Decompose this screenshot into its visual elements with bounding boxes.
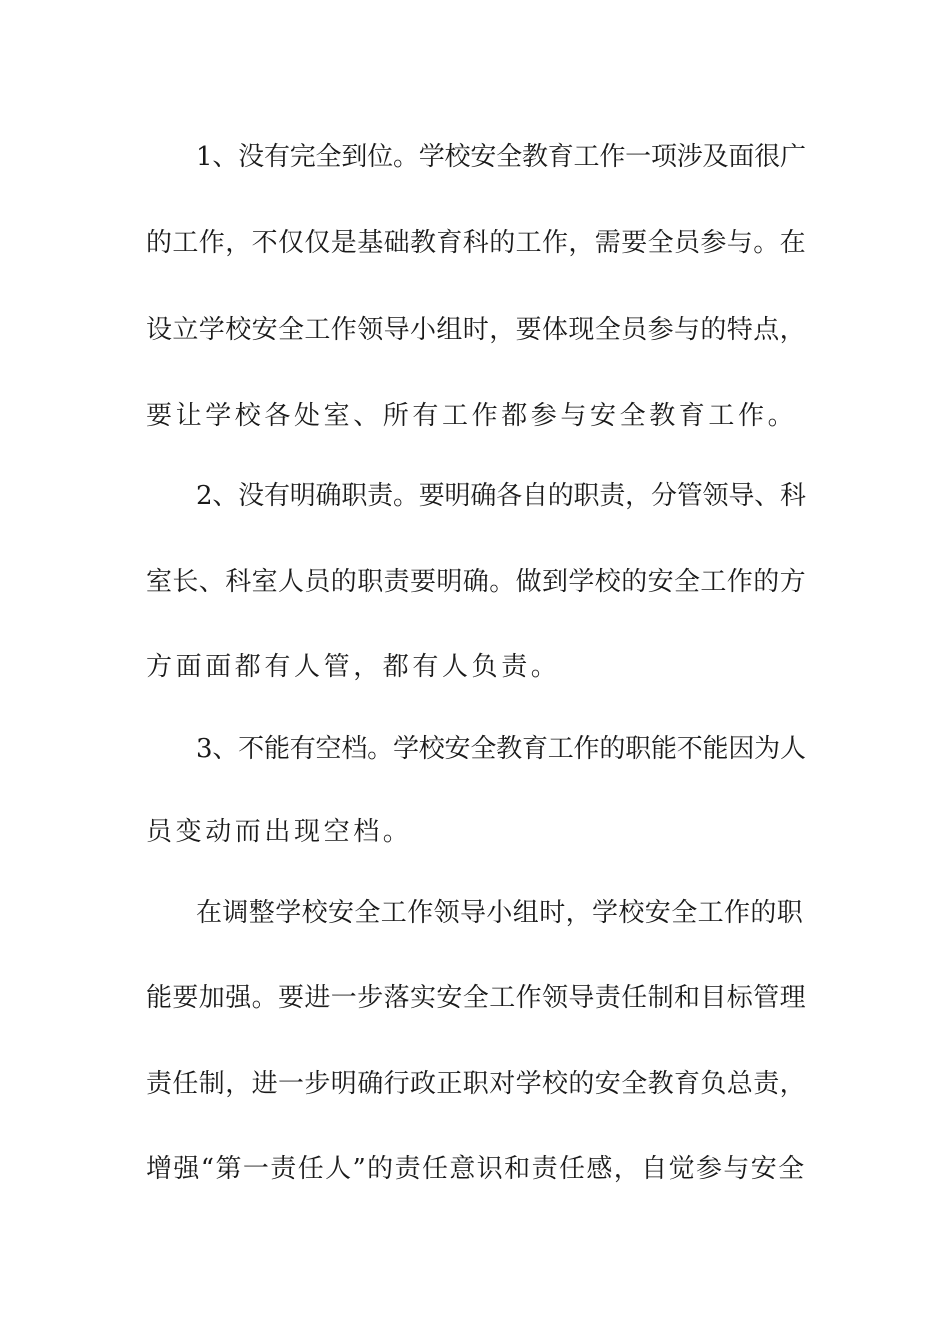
paragraph-4-line-4: 增强“第一责任人”的责任意识和责任感，自觉参与安全 (146, 1154, 806, 1184)
paragraph-2-line-2: 室长、科室人员的职责要明确。做到学校的安全工作的方 (146, 567, 807, 597)
paragraph-4-line-3: 责任制，进一步明确行政正职对学校的安全教育负总责， (146, 1069, 807, 1099)
paragraph-2-line-3: 方面面都有人管，都有人负责。 (146, 652, 561, 682)
paragraph-3-line-1: 3、不能有空档。学校安全教育工作的职能不能因为人 (196, 734, 806, 764)
paragraph-2-line-1: 2、没有明确职责。要明确各自的职责，分管领导、科 (196, 481, 806, 511)
paragraph-3-line-2: 员变动而出现空档。 (146, 817, 413, 847)
paragraph-4-line-2: 能要加强。要进一步落实安全工作领导责任制和目标管理 (146, 983, 807, 1013)
paragraph-1-line-4: 要让学校各处室、所有工作都参与安全教育工作。 (146, 401, 798, 431)
paragraph-1-line-1: 1、没有完全到位。学校安全教育工作一项涉及面很广 (196, 142, 806, 172)
paragraph-1-line-2: 的工作，不仅仅是基础教育科的工作，需要全员参与。在 (146, 228, 807, 258)
paragraph-1-line-3: 设立学校安全工作领导小组时，要体现全员参与的特点， (146, 315, 807, 345)
paragraph-4-line-1: 在调整学校安全工作领导小组时，学校安全工作的职 (196, 898, 804, 928)
